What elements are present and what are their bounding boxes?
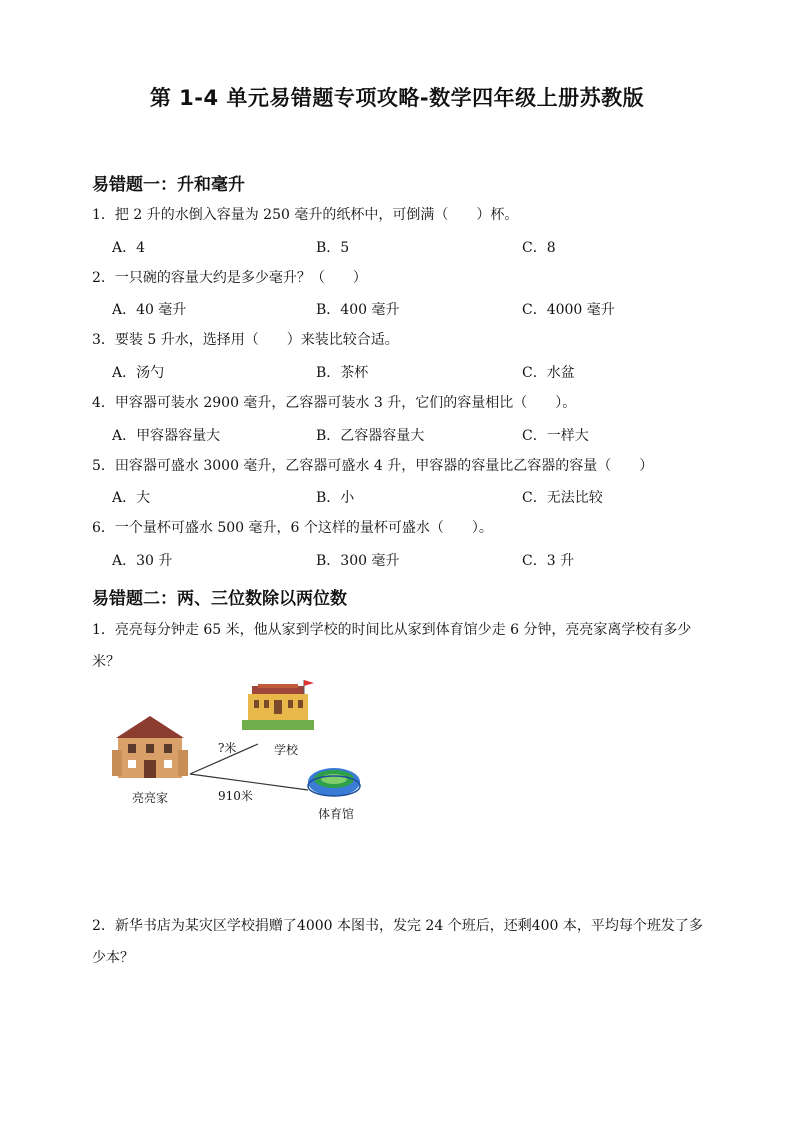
school-label: 学校 — [274, 743, 299, 757]
question-1-2: 2．一只碗的容量大约是多少毫升？（ ） — [92, 270, 367, 286]
option-a: A．大 — [112, 490, 151, 506]
section-heading-1: 易错题一：升和毫升 — [92, 175, 245, 195]
option-a: A．甲容器容量大 — [112, 428, 221, 444]
option-b: B．乙容器容量大 — [316, 428, 425, 444]
stadium-label: 体育馆 — [318, 807, 355, 821]
option-c: C．3 升 — [522, 553, 575, 569]
option-b: B．小 — [316, 490, 355, 506]
school-icon — [242, 680, 314, 730]
question-2-2: 2．新华书店为某灾区学校捐赠了4000 本图书，发完 24 个班后，还剩400 本，平均每个班发了多少本？ — [92, 918, 703, 966]
question-2-1: 1．亮亮每分钟走 65 米，他从家到学校的时间比从家到体育馆少走 6 分钟，亮亮家离学校有多少米？ — [92, 622, 692, 670]
option-b: B．茶杯 — [316, 365, 369, 381]
distance-figure — [108, 680, 364, 828]
option-a: A．30 升 — [112, 553, 173, 569]
question-1-4: 4．甲容器可装水 2900 毫升，乙容器可装水 3 升，它们的容量相比（ ）。 — [92, 395, 577, 411]
distance-diagram — [108, 680, 364, 828]
question-1-3: 3．要装 5 升水，选择用（ ）来装比较合适。 — [92, 332, 399, 348]
section-heading-2: 易错题二：两、三位数除以两位数 — [92, 589, 347, 609]
known-distance-label: 910米 — [218, 789, 253, 803]
option-c: C．4000 毫升 — [522, 302, 615, 318]
question-1-1: 1．把 2 升的水倒入容量为 250 毫升的纸杯中，可倒满（ ）杯。 — [92, 207, 519, 223]
option-b: B．400 毫升 — [316, 302, 400, 318]
unknown-distance-label: ?米 — [218, 741, 237, 755]
question-1-6: 6．一个量杯可盛水 500 毫升，6 个这样的量杯可盛水（ ）。 — [92, 520, 493, 536]
option-a: A．40 毫升 — [112, 302, 187, 318]
option-b: B．300 毫升 — [316, 553, 400, 569]
line-home-stadium — [190, 774, 308, 790]
option-a: A．4 — [112, 240, 146, 256]
option-c: C．一样大 — [522, 428, 589, 444]
question-1-5: 5．田容器可盛水 3000 毫升，乙容器可盛水 4 升，甲容器的容量比乙容器的容量（ ） — [92, 458, 654, 474]
option-b: B．5 — [316, 240, 350, 256]
option-c: C．无法比较 — [522, 490, 603, 506]
house-icon — [112, 716, 188, 778]
option-c: C．8 — [522, 240, 556, 256]
home-label: 亮亮家 — [132, 791, 169, 805]
stadium-icon — [308, 768, 360, 796]
page-title: 第 1-4 单元易错题专项攻略-数学四年级上册苏教版 — [149, 86, 645, 110]
option-a: A．汤勺 — [112, 365, 165, 381]
option-c: C．水盆 — [522, 365, 575, 381]
